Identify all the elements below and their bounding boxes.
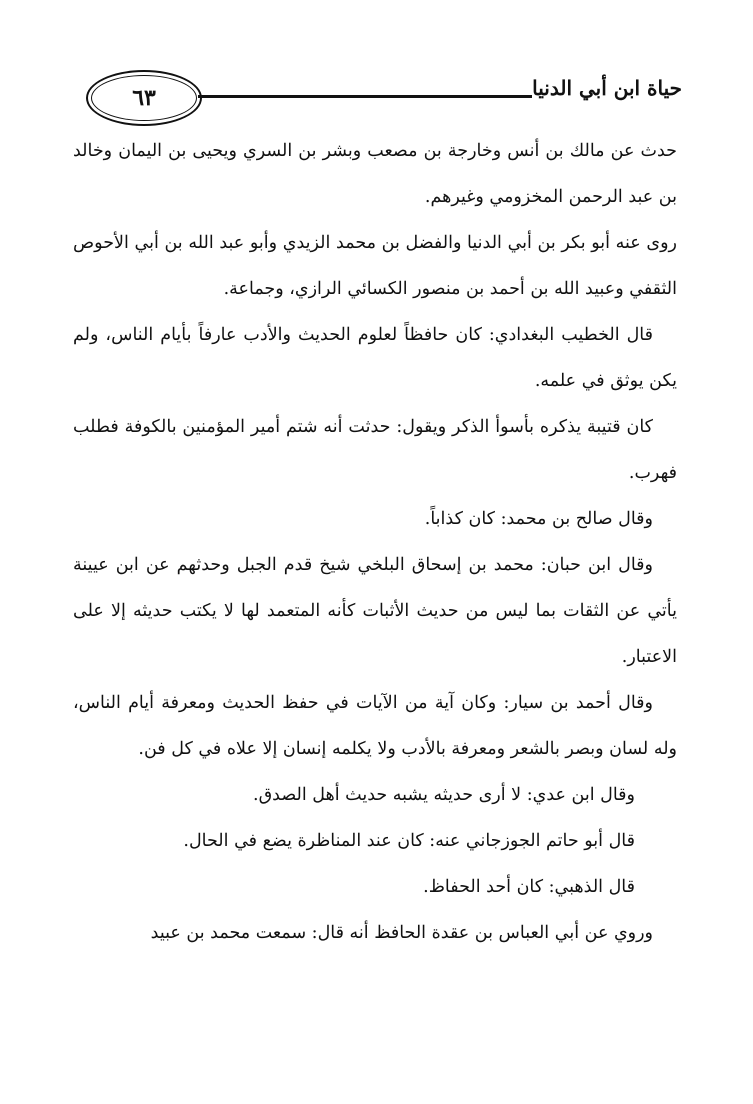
paragraph: وقال ابن حبان: محمد بن إسحاق البلخي شيخ قدم الجبل وحدثهم عن ابن عيينة يأتي عن الثقات بما ليس من حديث الأثبات كأنه المتعمد لها لا يكتب حديثه إلا على الاعتبار. <box>73 555 677 667</box>
header-rule <box>198 95 532 98</box>
running-title: حياة ابن أبي الدنيا <box>532 76 682 100</box>
paragraph: وروي عن أبي العباس بن عقدة الحافظ أنه قال: سمعت محمد بن عبيد <box>150 923 653 943</box>
page-number-oval <box>86 70 202 126</box>
paragraph: قال الذهبي: كان أحد الحفاظ. <box>423 877 635 897</box>
page-header <box>86 70 682 126</box>
paragraph: روى عنه أبو بكر بن أبي الدنيا والفضل بن محمد الزيدي وأبو عبد الله بن أبي الأحوص الثقفي وعبيد الله بن أحمد بن منصور الكسائي الرازي، وجماعة. <box>73 233 677 299</box>
paragraph: وقال ابن عدي: لا أرى حديثه يشبه حديث أهل الصدق. <box>253 785 635 805</box>
body-text <box>73 128 677 956</box>
paragraph: وقال أحمد بن سيار: وكان آية من الآيات في حفظ الحديث ومعرفة أيام الناس، وله لسان وبصر بالشعر ومعرفة بالأدب ولا يكلمه إنسان إلا علاه في كل فن. <box>73 693 677 759</box>
paragraph: قال أبو حاتم الجوزجاني عنه: كان عند المناظرة يضع في الحال. <box>183 831 635 851</box>
paragraph: كان قتيبة يذكره بأسوأ الذكر ويقول: حدثت أنه شتم أمير المؤمنين بالكوفة فطلب فهرب. <box>73 417 677 483</box>
page-number: ٦٣ <box>132 85 156 111</box>
paragraph: وقال صالح بن محمد: كان كذاباً. <box>424 509 653 529</box>
paragraph: قال الخطيب البغدادي: كان حافظاً لعلوم الحديث والأدب عارفاً بأيام الناس، ولم يكن يوثق في علمه. <box>73 325 677 391</box>
paragraph: حدث عن مالك بن أنس وخارجة بن مصعب وبشر بن السري ويحيى بن اليمان وخالد بن عبد الرحمن المخزومي وغيرهم. <box>73 141 677 207</box>
